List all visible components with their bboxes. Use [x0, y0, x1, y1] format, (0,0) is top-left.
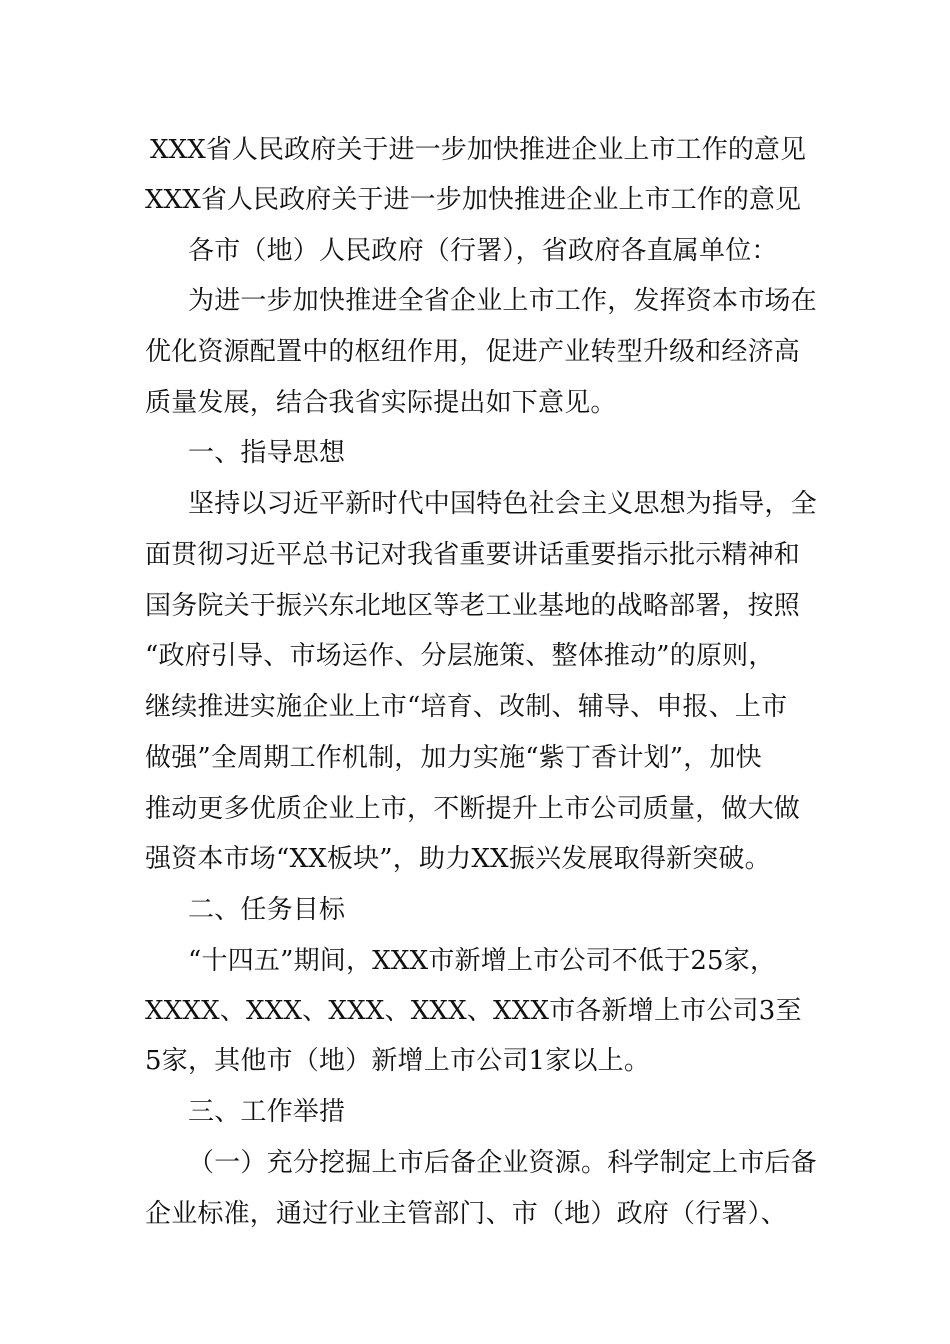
paragraph-line: 面贯彻习近平总书记对我省重要讲话重要指示批示精神和 — [145, 540, 801, 570]
paragraph-line: 质量发展，结合我省实际提出如下意见。 — [145, 388, 617, 418]
paragraph-line: 继续推进实施企业上市“培育、改制、辅导、申报、上市 — [145, 692, 788, 722]
paragraph-line: 为进一步加快推进全省企业上市工作，发挥资本市场在 — [188, 286, 817, 316]
section-heading: 二、任务目标 — [188, 895, 346, 925]
paragraph-line: 强资本市场“XX板块”，助力XX振兴发展取得新突破。 — [145, 844, 771, 874]
salutation: 各市（地）人民政府（行署），省政府各直属单位： — [188, 236, 778, 266]
document-title-line-2: XXX省人民政府关于进一步加快推进企业上市工作的意见 — [145, 185, 802, 215]
paragraph-line: 优化资源配置中的枢纽作用，促进产业转型升级和经济高 — [145, 337, 801, 367]
paragraph-line: （一）充分挖掘上市后备企业资源。科学制定上市后备 — [188, 1148, 817, 1178]
paragraph-line: 做强”全周期工作机制，加力实施“紫丁香计划”，加快 — [145, 743, 762, 773]
paragraph-line: 推动更多优质企业上市，不断提升上市公司质量，做大做 — [145, 794, 801, 824]
paragraph-line: XXXX、XXX、XXX、XXX、XXX市各新增上市公司3至 — [145, 996, 802, 1026]
paragraph-line: 5家，其他市（地）新增上市公司1家以上。 — [145, 1046, 651, 1076]
document-title-line-1: XXX省人民政府关于进一步加快推进企业上市工作的意见 — [150, 135, 807, 165]
paragraph-line: “政府引导、市场运作、分层施策、整体推动”的原则， — [145, 641, 775, 671]
section-heading: 三、工作举措 — [188, 1097, 346, 1127]
paragraph-line: “十四五”期间，XXX市新增上市公司不低于25家， — [188, 946, 777, 976]
paragraph-line: 坚持以习近平新时代中国特色社会主义思想为指导，全 — [188, 489, 817, 519]
section-heading: 一、指导思想 — [188, 438, 346, 468]
paragraph-line: 企业标准，通过行业主管部门、市（地）政府（行署）、 — [145, 1199, 788, 1229]
paragraph-line: 国务院关于振兴东北地区等老工业基地的战略部署，按照 — [145, 591, 801, 621]
